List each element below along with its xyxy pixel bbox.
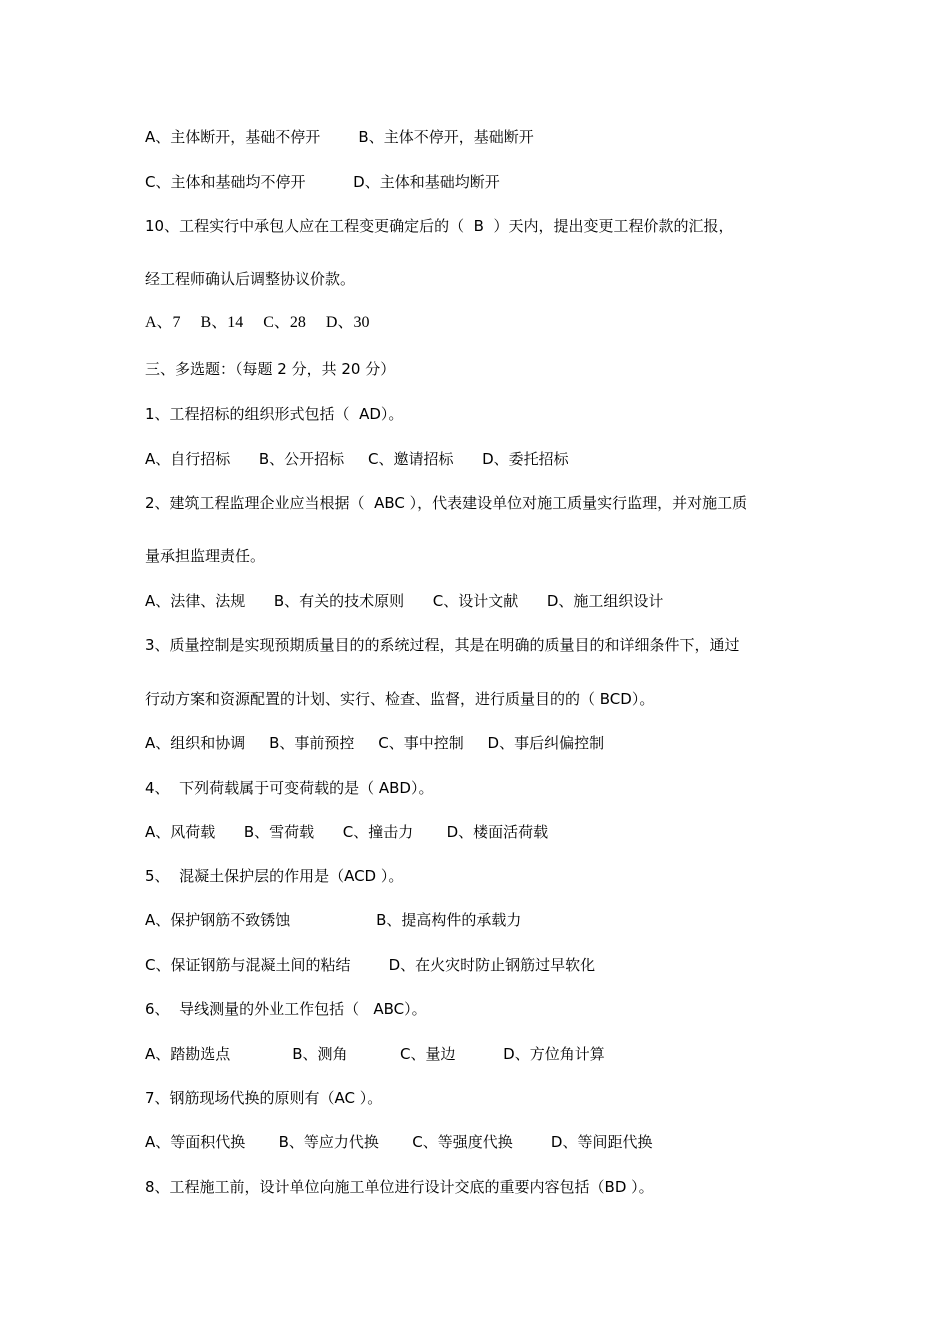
mq4-question: 4、 下列荷载属于可变荷载的是（ ABD）。 [145,779,434,797]
mq5-options-ab: A、保护钢筋不致锈蚀 B、提高构件的承载力 [145,911,522,929]
mq2-options: A、法律、法规 B、有关的技术原则 C、设计文献 D、施工组织设计 [145,592,664,610]
mq1-question: 1、工程招标的组织形式包括（ AD）。 [145,405,404,423]
mq4-options: A、风荷载 B、雪荷载 C、撞击力 D、楼面活荷载 [145,823,549,841]
mq5-question: 5、 混凝土保护层的作用是（ACD ）。 [145,867,404,885]
q10-question-line1: 10、工程实行中承包人应在工程变更确定后的（ B ）天内，提出变更工程价款的汇报， [145,217,734,235]
mq7-question: 7、钢筋现场代换的原则有（AC ）。 [145,1089,383,1107]
q10-question-line2: 经工程师确认后调整协议价款。 [145,270,356,288]
mq7-options: A、等面积代换 B、等应力代换 C、等强度代换 D、等间距代换 [145,1133,653,1151]
mq8-question: 8、工程施工前，设计单位向施工单位进行设计交底的重要内容包括（BD ）。 [145,1178,654,1196]
section-heading-multiple-choice: 三、多选题：（每题 2 分，共 20 分） [145,360,396,378]
mq2-question-line1: 2、建筑工程监理企业应当根据（ ABC ），代表建设单位对施工质量实行监理，并对施工质 [145,494,748,512]
q9-options-ab: A、主体断开，基础不停开 B、主体不停开，基础断开 [145,128,534,146]
mq1-options: A、自行招标 B、公开招标 C、邀请招标 D、委托招标 [145,450,569,468]
q9-options-cd: C、主体和基础均不停开 D、主体和基础均断开 [145,173,500,191]
mq3-options: A、组织和协调 B、事前预控 C、事中控制 D、事后纠偏控制 [145,734,605,752]
mq5-options-cd: C、保证钢筋与混凝土间的粘结 D、在火灾时防止钢筋过早软化 [145,956,596,974]
mq3-question-line1: 3、质量控制是实现预期质量目的的系统过程，其是在明确的质量目的和详细条件下，通过 [145,636,740,654]
mq6-options: A、踏勘选点 B、测角 C、量边 D、方位角计算 [145,1045,605,1063]
mq2-question-line2: 量承担监理责任。 [145,547,266,565]
mq3-question-line2: 行动方案和资源配置的计划、实行、检查、监督，进行质量目的的（ BCD）。 [145,690,655,708]
mq6-question: 6、 导线测量的外业工作包括（ ABC）。 [145,1000,427,1018]
q10-options: A、7 B、14 C、28 D、30 [145,314,370,331]
